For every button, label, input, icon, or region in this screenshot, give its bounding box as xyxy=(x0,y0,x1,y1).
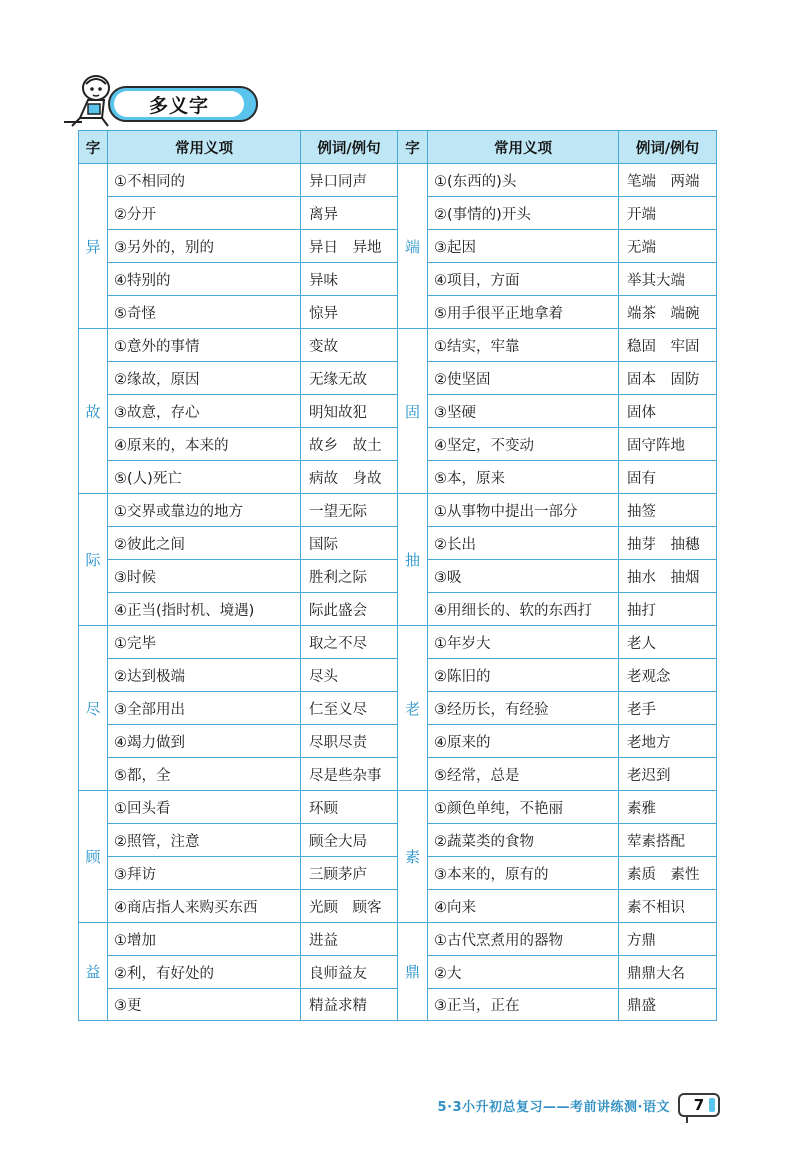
example-cell: 抽签 xyxy=(619,494,717,527)
char-cell: 老 xyxy=(398,626,428,791)
meaning-cell: ⑤用手很平正地拿着 xyxy=(428,296,619,329)
example-cell: 际此盛会 xyxy=(301,593,398,626)
table-row xyxy=(79,329,717,362)
example-cell: 精益求精 xyxy=(301,989,398,1021)
meaning-cell: ②达到极端 xyxy=(108,659,301,692)
example-cell: 固体 xyxy=(619,395,717,428)
meaning-cell: ③起因 xyxy=(428,230,619,263)
meaning-cell: ①回头看 xyxy=(108,791,301,824)
example-cell: 仁至义尽 xyxy=(301,692,398,725)
meaning-cell: ②蔬菜类的食物 xyxy=(428,824,619,857)
char-cell: 故 xyxy=(79,329,108,494)
meaning-cell: ③全部用出 xyxy=(108,692,301,725)
page-number-tab xyxy=(678,1093,720,1117)
book-title: 5·3小升初总复习——考前讲练测·语文 xyxy=(437,1099,670,1115)
example-cell: 病故 身故 xyxy=(301,461,398,494)
meaning-cell: ④项目，方面 xyxy=(428,263,619,296)
example-cell: 明知故犯 xyxy=(301,395,398,428)
example-cell: 尽职尽责 xyxy=(301,725,398,758)
example-cell: 笔端 两端 xyxy=(619,164,717,197)
example-cell: 抽打 xyxy=(619,593,717,626)
meaning-cell: ③坚硬 xyxy=(428,395,619,428)
example-cell: 无缘无故 xyxy=(301,362,398,395)
meaning-cell: ⑤都，全 xyxy=(108,758,301,791)
section-title: 多义字 xyxy=(114,91,244,117)
meaning-cell: ④坚定，不变动 xyxy=(428,428,619,461)
example-cell: 良师益友 xyxy=(301,956,398,989)
example-cell: 老观念 xyxy=(619,659,717,692)
meaning-cell: ①颜色单纯，不艳丽 xyxy=(428,791,619,824)
example-cell: 尽头 xyxy=(301,659,398,692)
meaning-cell: ④正当(指时机、境遇) xyxy=(108,593,301,626)
meaning-cell: ①不相同的 xyxy=(108,164,301,197)
example-cell: 变故 xyxy=(301,329,398,362)
meaning-cell: ④原来的 xyxy=(428,725,619,758)
example-cell: 方鼎 xyxy=(619,923,717,956)
page-footer xyxy=(438,1093,720,1117)
meaning-cell: ④向来 xyxy=(428,890,619,923)
example-cell: 固本 固防 xyxy=(619,362,717,395)
meaning-cell: ⑤(人)死亡 xyxy=(108,461,301,494)
meaning-cell: ③拜访 xyxy=(108,857,301,890)
example-cell: 环顾 xyxy=(301,791,398,824)
example-cell: 三顾茅庐 xyxy=(301,857,398,890)
meaning-cell: ③更 xyxy=(108,989,301,1021)
table-row xyxy=(79,164,717,197)
meaning-cell: ⑤本，原来 xyxy=(428,461,619,494)
char-cell: 素 xyxy=(398,791,428,923)
example-cell: 离异 xyxy=(301,197,398,230)
example-cell: 惊异 xyxy=(301,296,398,329)
meaning-cell: ①增加 xyxy=(108,923,301,956)
header-example: 例词/例句 xyxy=(619,131,717,164)
meaning-cell: ④竭力做到 xyxy=(108,725,301,758)
meaning-cell: ②使坚固 xyxy=(428,362,619,395)
meaning-cell: ②利，有好处的 xyxy=(108,956,301,989)
example-cell: 胜利之际 xyxy=(301,560,398,593)
section-title-badge xyxy=(108,86,258,122)
meaning-cell: ②陈旧的 xyxy=(428,659,619,692)
example-cell: 荤素搭配 xyxy=(619,824,717,857)
meaning-cell: ②大 xyxy=(428,956,619,989)
example-cell: 故乡 故土 xyxy=(301,428,398,461)
example-cell: 异味 xyxy=(301,263,398,296)
example-cell: 固守阵地 xyxy=(619,428,717,461)
example-cell: 素质 素性 xyxy=(619,857,717,890)
char-cell: 顾 xyxy=(79,791,108,923)
meaning-cell: ③经历长，有经验 xyxy=(428,692,619,725)
page-number: 7 xyxy=(693,1096,705,1114)
meaning-cell: ⑤奇怪 xyxy=(108,296,301,329)
example-cell: 稳固 牢固 xyxy=(619,329,717,362)
meaning-cell: ④用细长的、软的东西打 xyxy=(428,593,619,626)
meaning-cell: ④原来的，本来的 xyxy=(108,428,301,461)
example-cell: 固有 xyxy=(619,461,717,494)
header-char: 字 xyxy=(398,131,428,164)
char-cell: 际 xyxy=(79,494,108,626)
page-tab-accent xyxy=(709,1098,715,1112)
example-cell: 举其大端 xyxy=(619,263,717,296)
example-cell: 尽是些杂事 xyxy=(301,758,398,791)
char-cell: 益 xyxy=(79,923,108,1021)
char-cell: 鼎 xyxy=(398,923,428,1021)
example-cell: 抽芽 抽穗 xyxy=(619,527,717,560)
example-cell: 老地方 xyxy=(619,725,717,758)
meaning-cell: ①年岁大 xyxy=(428,626,619,659)
char-cell: 抽 xyxy=(398,494,428,626)
polysemy-table xyxy=(78,130,717,1021)
example-cell: 开端 xyxy=(619,197,717,230)
meaning-cell: ①意外的事情 xyxy=(108,329,301,362)
meaning-cell: ③另外的，别的 xyxy=(108,230,301,263)
meaning-cell: ①结实，牢靠 xyxy=(428,329,619,362)
table-row xyxy=(79,923,717,956)
meaning-cell: ②缘故，原因 xyxy=(108,362,301,395)
meaning-cell: ③本来的，原有的 xyxy=(428,857,619,890)
meaning-cell: ③故意，存心 xyxy=(108,395,301,428)
table-header-row xyxy=(79,131,717,164)
example-cell: 老手 xyxy=(619,692,717,725)
example-cell: 光顾 顾客 xyxy=(301,890,398,923)
example-cell: 抽水 抽烟 xyxy=(619,560,717,593)
example-cell: 一望无际 xyxy=(301,494,398,527)
char-cell: 端 xyxy=(398,164,428,329)
meaning-cell: ②长出 xyxy=(428,527,619,560)
example-cell: 顾全大局 xyxy=(301,824,398,857)
meaning-cell: ③正当，正在 xyxy=(428,989,619,1021)
meaning-cell: ①交界或靠边的地方 xyxy=(108,494,301,527)
table-row xyxy=(79,626,717,659)
meaning-cell: ②照管，注意 xyxy=(108,824,301,857)
meaning-cell: ①从事物中提出一部分 xyxy=(428,494,619,527)
header-char: 字 xyxy=(79,131,108,164)
char-cell: 固 xyxy=(398,329,428,494)
example-cell: 素不相识 xyxy=(619,890,717,923)
meaning-cell: ②分开 xyxy=(108,197,301,230)
table-row xyxy=(79,791,717,824)
header-meaning: 常用义项 xyxy=(428,131,619,164)
meaning-cell: ③吸 xyxy=(428,560,619,593)
meaning-cell: ①完毕 xyxy=(108,626,301,659)
example-cell: 老迟到 xyxy=(619,758,717,791)
meaning-cell: ①(东西的)头 xyxy=(428,164,619,197)
meaning-cell: ④商店指人来购买东西 xyxy=(108,890,301,923)
meaning-cell: ④特别的 xyxy=(108,263,301,296)
example-cell: 鼎鼎大名 xyxy=(619,956,717,989)
example-cell: 异口同声 xyxy=(301,164,398,197)
example-cell: 素雅 xyxy=(619,791,717,824)
example-cell: 端茶 端碗 xyxy=(619,296,717,329)
example-cell: 取之不尽 xyxy=(301,626,398,659)
header-example: 例词/例句 xyxy=(301,131,398,164)
meaning-cell: ③时候 xyxy=(108,560,301,593)
table-row xyxy=(79,494,717,527)
meaning-cell: ①古代烹煮用的器物 xyxy=(428,923,619,956)
meaning-cell: ②(事情的)开头 xyxy=(428,197,619,230)
example-cell: 无端 xyxy=(619,230,717,263)
example-cell: 异日 异地 xyxy=(301,230,398,263)
example-cell: 鼎盛 xyxy=(619,989,717,1021)
char-cell: 尽 xyxy=(79,626,108,791)
example-cell: 老人 xyxy=(619,626,717,659)
char-cell: 异 xyxy=(79,164,108,329)
example-cell: 国际 xyxy=(301,527,398,560)
meaning-cell: ⑤经常，总是 xyxy=(428,758,619,791)
meaning-cell: ②彼此之间 xyxy=(108,527,301,560)
header-meaning: 常用义项 xyxy=(108,131,301,164)
example-cell: 进益 xyxy=(301,923,398,956)
